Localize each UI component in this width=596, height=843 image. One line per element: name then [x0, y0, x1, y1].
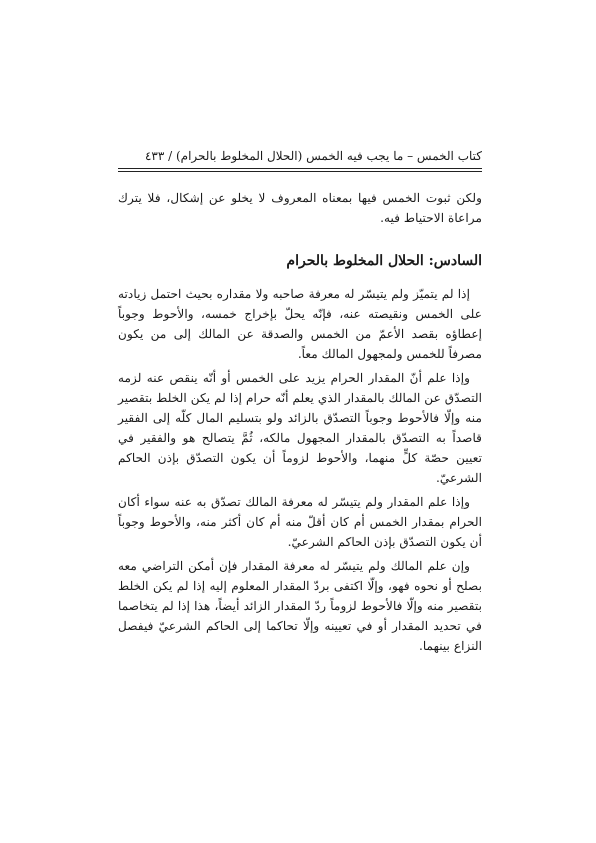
section-paragraph-3: وإذا علم المقدار ولم يتيسّر له معرفة المالك تصدّق به عنه سواء أكان الحرام بمقدار الخمس أم كان أقلّ منه أم كان أكثر منه، والأحوط وجوباً أن يكون التصدّق بإذن الحاكم الشرعيّ.	[118, 495, 482, 549]
running-header: كتاب الخمس – ما يجب فيه الخمس (الحلال المخلوط بالحرام) / ٤٣٣	[118, 147, 482, 169]
section-paragraph-4: وإن علم المالك ولم يتيسّر له معرفة المقدار فإن أمكن التراضي معه بصلح أو نحوه فهو، وإلّا اكتفى بردّ المقدار المعلوم إليه إذا لم يكن الخلط بتقصير منه وإلّا فالأحوط لزوماً ردّ المقدار الزائد أيضاً، هذا إذا لم يتخاصما في تحديد المقدار أو في تعيينه وإلّا تحاكما إلى الحاكم الشرعيّ فيفصل النزاع بينهما.	[118, 559, 482, 653]
header-double-rule	[118, 171, 482, 172]
section-paragraph-1: إذا لم يتميّز ولم يتيسّر له معرفة صاحبه ولا مقداره بحيث احتمل زيادته على الخمس ونقيصته عنه، فإنّه يحلّ بإخراج خمسه، والأحوط وجوباً إعطاؤه بقصد الأعمّ من الخمس والصدقة عن المالك إلى من يكون مصرفاً للخمس ولمجهول المالك معاً.	[118, 287, 482, 361]
intro-paragraph: ولكن ثبوت الخمس فيها بمعناه المعروف لا يخلو عن إشكال، فلا يترك مراعاة الاحتياط فيه.	[118, 191, 482, 225]
document-page	[118, 147, 482, 660]
section-paragraph-2: وإذا علم أنّ المقدار الحرام يزيد على الخمس أو أنّه ينقص عنه لزمه التصدّق عن المالك بالمقدار الذي يعلم أنّه حرام إذا لم يكن الخلط بتقصير منه وإلّا فالأحوط وجوباً التصدّق بالزائد ولو بتسليم المال كلّه إلى الفقير قاصداً به التصدّق بالمقدار المجهول مالكه، ثُمَّ يتصالح هو والفقير في تعيين حصّة كلٍّ منهما، والأحوط لزوماً أن يكون التصدّق بإذن الحاكم الشرعيّ.	[118, 371, 482, 485]
section-title: السادس: الحلال المخلوط بالحرام	[286, 253, 482, 269]
